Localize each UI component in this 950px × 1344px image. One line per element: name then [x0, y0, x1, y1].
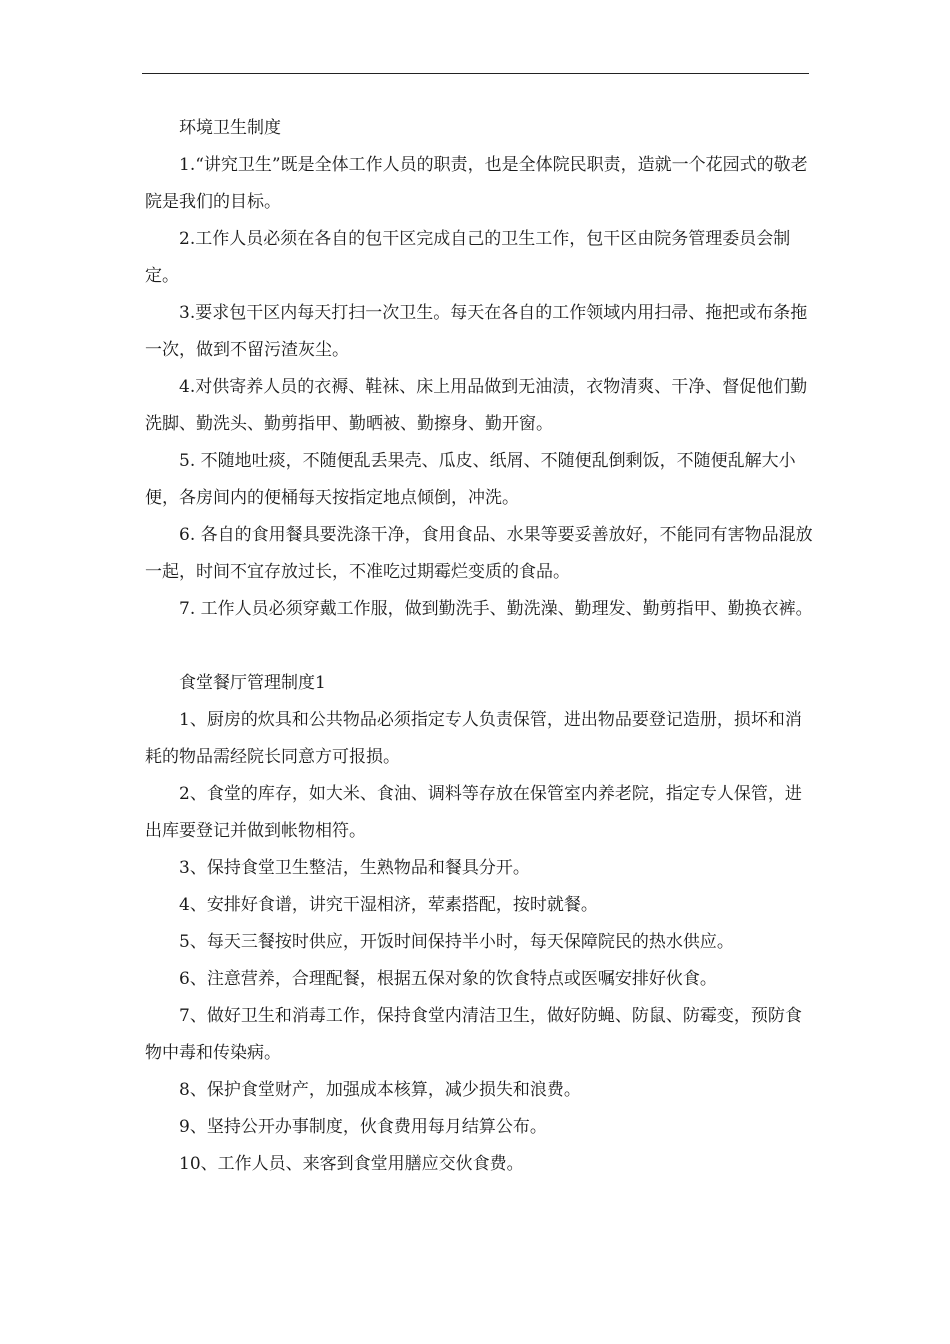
document-body	[145, 110, 817, 1183]
section-title-hygiene: 环境卫生制度	[179, 118, 281, 138]
canteen-item-2: 2、食堂的库存，如大米、食油、调料等存放在保管室内养老院，指定专人保管，进出库要登记并做到帐物相符。	[145, 784, 802, 841]
section-gap	[145, 628, 817, 665]
hygiene-item-3: 3.要求包干区内每天打扫一次卫生。每天在各自的工作领域内用扫帚、拖把或布条拖一次，做到不留污渣灰尘。	[145, 303, 808, 360]
canteen-item-8: 8、保护食堂财产，加强成本核算，减少损失和浪费。	[179, 1080, 581, 1100]
canteen-item-4: 4、安排好食谱，讲究干湿相济，荤素搭配，按时就餐。	[179, 895, 598, 915]
canteen-item-1: 1、厨房的炊具和公共物品必须指定专人负责保管，进出物品要登记造册，损坏和消耗的物品需经院长同意方可报损。	[145, 710, 802, 767]
hygiene-item-4: 4.对供寄养人员的衣褥、鞋袜、床上用品做到无油渍，衣物清爽、干净、督促他们勤洗脚、勤洗头、勤剪指甲、勤晒被、勤擦身、勤开窗。	[145, 377, 808, 434]
header-rule	[142, 73, 809, 74]
canteen-item-3: 3、保持食堂卫生整洁，生熟物品和餐具分开。	[179, 858, 530, 878]
hygiene-item-5: 5. 不随地吐痰，不随便乱丢果壳、瓜皮、纸屑、不随便乱倒剩饭，不随便乱解大小便，各房间内的便桶每天按指定地点倾倒，冲洗。	[145, 451, 796, 508]
canteen-item-10: 10、工作人员、来客到食堂用膳应交伙食费。	[179, 1154, 524, 1174]
canteen-item-5: 5、每天三餐按时供应，开饭时间保持半小时，每天保障院民的热水供应。	[179, 932, 734, 952]
canteen-item-6: 6、注意营养，合理配餐，根据五保对象的饮食特点或医嘱安排好伙食。	[179, 969, 717, 989]
hygiene-item-7: 7. 工作人员必须穿戴工作服，做到勤洗手、勤洗澡、勤理发、勤剪指甲、勤换衣裤。	[179, 599, 813, 619]
canteen-item-9: 9、坚持公开办事制度，伙食费用每月结算公布。	[179, 1117, 547, 1137]
hygiene-item-6: 6. 各自的食用餐具要洗涤干净，食用食品、水果等要妥善放好，不能同有害物品混放一起，时间不宜存放过长，不准吃过期霉烂变质的食品。	[145, 525, 813, 582]
section-title-canteen: 食堂餐厅管理制度1	[179, 673, 326, 693]
canteen-item-7: 7、做好卫生和消毒工作，保持食堂内清洁卫生，做好防蝇、防鼠、防霉变，预防食物中毒和传染病。	[145, 1006, 802, 1063]
hygiene-item-2: 2.工作人员必须在各自的包干区完成自己的卫生工作，包干区由院务管理委员会制定。	[145, 229, 791, 286]
hygiene-item-1: 1.“讲究卫生”既是全体工作人员的职责，也是全体院民职责，造就一个花园式的敬老院是我们的目标。	[145, 155, 808, 212]
